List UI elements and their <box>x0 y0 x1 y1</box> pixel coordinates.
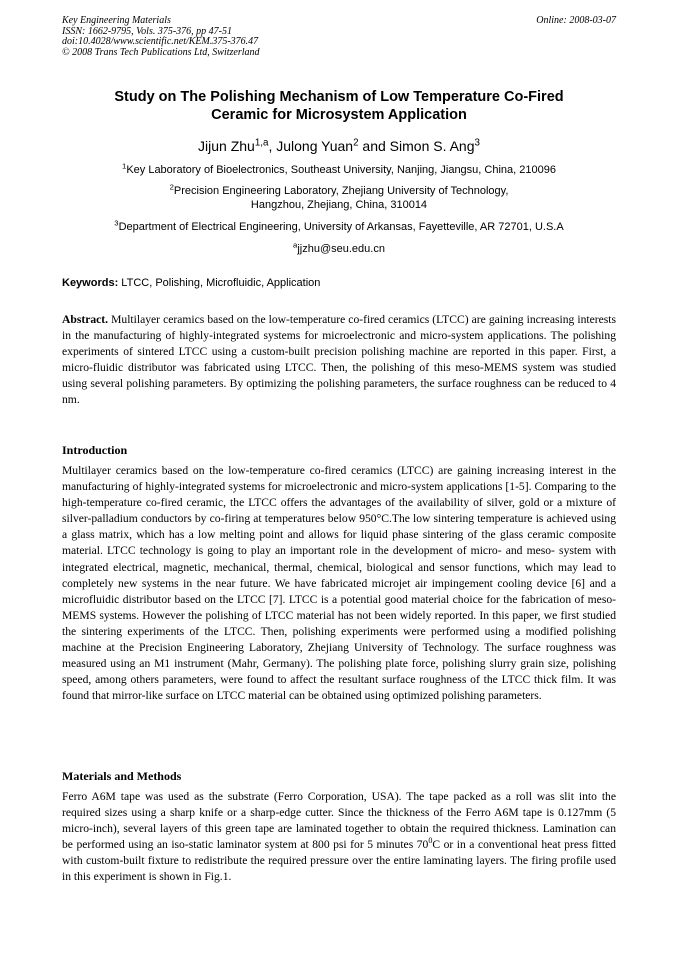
title-line-2: Ceramic for Microsystem Application <box>211 107 467 123</box>
introduction-paragraph: Multilayer ceramics based on the low-temperature co-fired ceramics (LTCC) are gaining increasing interest in the manufacturing of highly-integrated systems for microelectronic and micro-system applications [1-5]. Comparing to the high-temperature co-fired ceramic, the LTCC offers the advantages of the availability of silver, gold or a mixture of silver-palladium conductors by co-firing at temperatures below 950°C.The low sintering temperature is achieved using a glass matrix, which has a low melting point and allows for liquid phase sintering of the glass ceramic composite material. LTCC technology is going to play an important role in the development of micro- and meso- system with integrated electrical, magnetic, mechanical, thermal, chemical, biological and sensor functions, which may lead to completely new systems in the near future. We have fabricated microjet air impingement cooling device [6] and a microfluidic distributor based on the LTCC [7]. LTCC is a potential good material choice for the fabrication of meso-MEMS systems. However the polishing of LTCC material has not been widely reported. In this paper, we first studied the sintering experiments of the LTCC. Then, polishing experiments were performed using a modified polishing machine at the Precision Engineering Laboratory, Zhejiang University of Technology. The surface roughness was measured using an M1 instrument (Mahr, Germany). The polishing plate force, polishing slurry grain size, polishing speed, among others parameters, were found to affect the resultant surface roughness of the LTCC thick film. It was found that mirror-like surface on LTCC material can be obtained using optimized polishing parameters. <box>62 464 616 703</box>
keywords-label: Keywords: <box>62 277 119 289</box>
doi-line: doi:10.4028/www.scientific.net/KEM.375-376.47 <box>62 36 259 47</box>
journal-name: Key Engineering Materials <box>62 15 171 26</box>
affiliation-2 <box>62 184 616 212</box>
affil-text: Department of Electrical Engineering, University of Arkansas, Fayetteville, AR 72701, U.S.A <box>118 221 564 233</box>
affil-sup: 1 <box>122 161 127 171</box>
introduction-heading: Introduction <box>62 443 128 457</box>
author-affil-sup: 2 <box>353 137 359 149</box>
methods-heading: Materials and Methods <box>62 769 182 783</box>
author-list <box>62 137 616 155</box>
abstract-text: Multilayer ceramics based on the low-temperature co-fired ceramics (LTCC) are gaining increasing interests in the manufacturing of highly-integrated systems for microelectronic and micro-system applications. The polishing experiments of sintered LTCC using a custom-built precision polishing machine are reported in this paper. First, a micro-fluidic distributor was fabricated using LTCC. Then, the polishing of this meso-MEMS system was studied using several polishing parameters. By optimizing the polishing parameters, the surface roughness can be reduced to 4 nm. <box>62 313 616 407</box>
author-separator: , <box>268 138 277 154</box>
methods-text: C or in a conventional heat press fitted with custom-built fixture to redistribute the required pressure over the entire laminating layers. The firing profile used in this experiment is shown in Fig.1. <box>62 838 616 884</box>
online-date: Online: 2008-03-07 <box>536 15 616 26</box>
methods-paragraph <box>62 789 616 886</box>
issn-line: ISSN: 1662-9795, Vols. 375-376, pp 47-51 <box>62 25 232 37</box>
abstract-label: Abstract. <box>62 313 109 326</box>
author-email <box>62 242 616 256</box>
affiliation-1 <box>62 163 616 177</box>
title-line-1: Study on The Polishing Mechanism of Low Temperature Co-Fired <box>114 89 564 105</box>
affil-sup: 3 <box>114 218 119 228</box>
author-name: Julong Yuan <box>276 138 354 154</box>
keywords <box>62 276 616 290</box>
abstract-paragraph <box>62 312 616 409</box>
author-name: Jijun Zhu <box>198 138 255 154</box>
author-affil-sup: 3 <box>474 137 480 149</box>
journal-header <box>62 16 616 58</box>
email-sup: a <box>293 240 298 250</box>
degree-sup: 0 <box>428 836 433 846</box>
affil-text: Precision Engineering Laboratory, Zhejiang University of Technology, <box>173 185 509 197</box>
affiliation-3 <box>62 220 616 234</box>
author-name: Simon S. Ang <box>389 138 475 154</box>
author-separator: and <box>358 138 390 154</box>
affil-text: Key Laboratory of Bioelectronics, Southeast University, Nanjing, Jiangsu, China, 210096 <box>126 164 556 176</box>
paper-title <box>62 88 616 124</box>
methods-text: Ferro A6M tape was used as the substrate (Ferro Corporation, USA). The tape packed as a roll was slit into the required sizes using a sharp knife or a sharp-edge cutter. Since the thickness of the Ferro A6M tape is 0.127mm (5 micro-inch), several layers of this green tape are laminated together to obtain the required thickness. Lamination can be performed using an iso-static laminator system at 800 psi for 5 minutes 70 <box>62 790 616 852</box>
email-text: jjzhu@seu.edu.cn <box>297 243 385 255</box>
keywords-text: LTCC, Polishing, Microfluidic, Application <box>118 277 321 289</box>
copyright-line: © 2008 Trans Tech Publications Ltd, Switzerland <box>62 46 260 58</box>
affil-sup: 2 <box>169 182 174 192</box>
affil-text: Hangzhou, Zhejiang, China, 310014 <box>250 199 428 211</box>
author-affil-sup: 1,a <box>254 137 269 149</box>
